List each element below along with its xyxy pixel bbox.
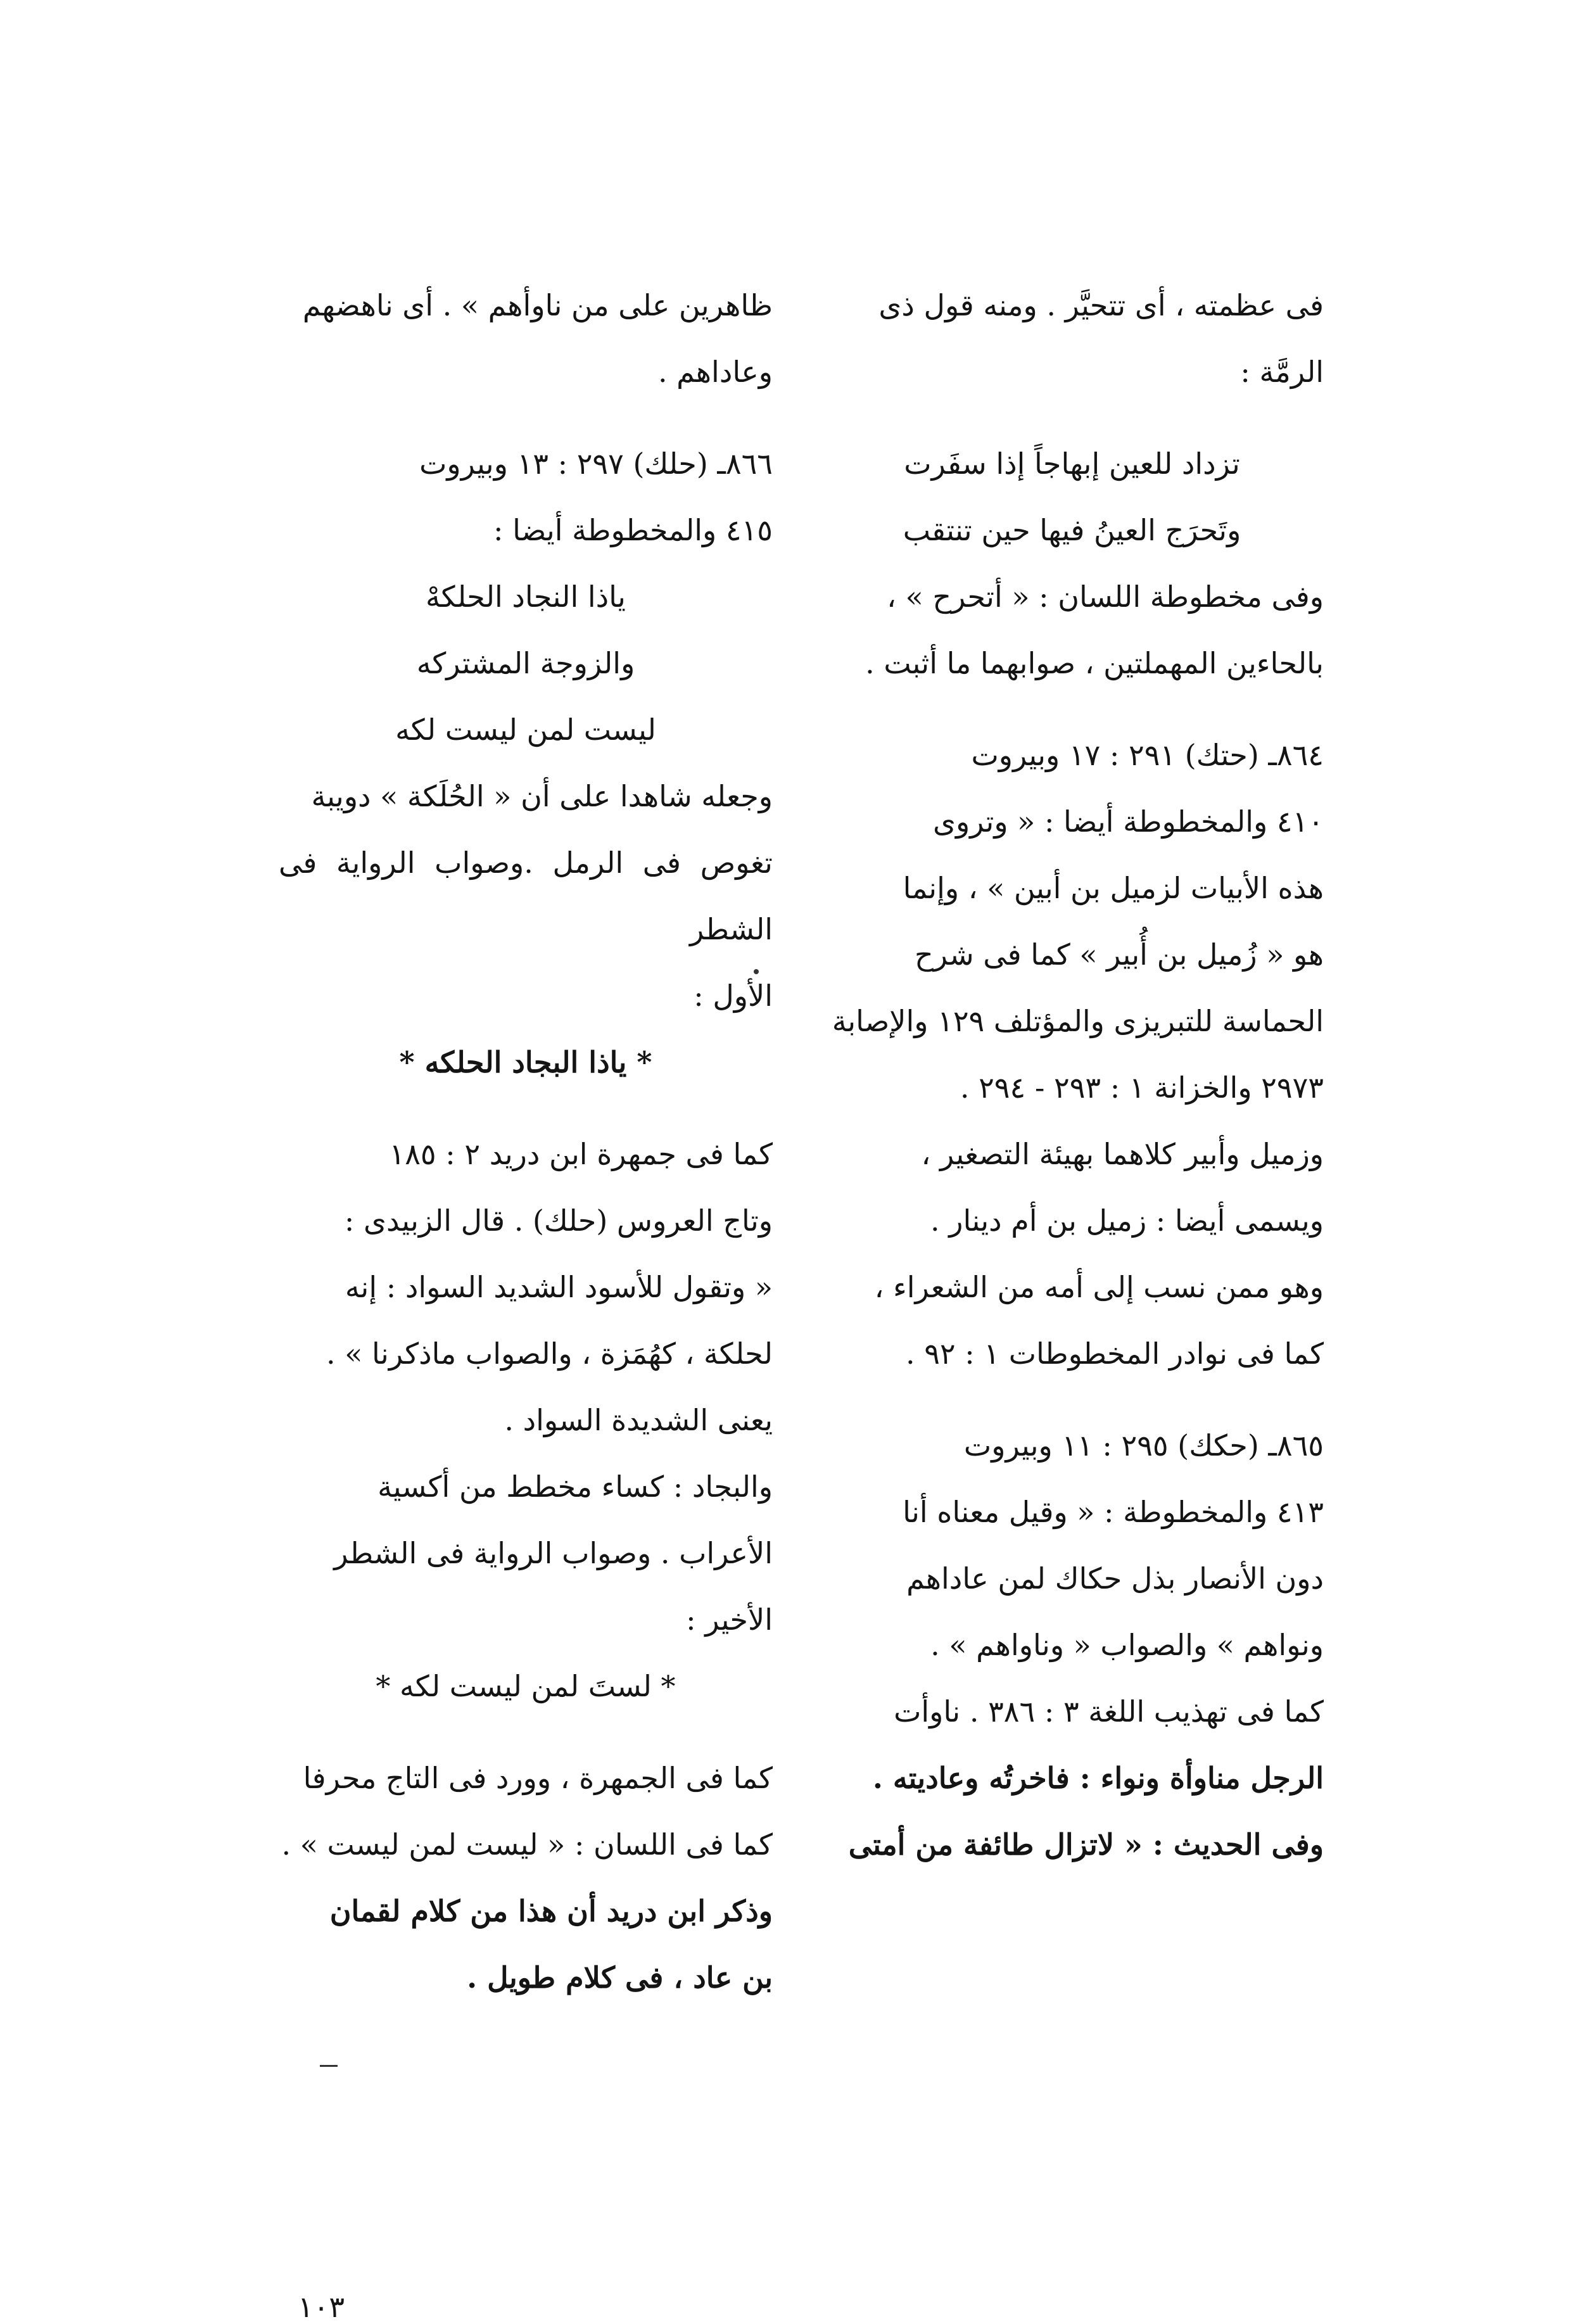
verse-line: ياذا النجاد الحلكهْ (426, 580, 626, 614)
text-line: بن عاد ، فى كلام طويل . (467, 1960, 773, 1995)
text-line: ظاهرين على من ناوأهم » . أى ناهضهم (302, 288, 773, 322)
text-line: كما فى الجمهرة ، وورد فى التاج محرفا (303, 1761, 773, 1795)
verse-line: وتَحرَج العينُ فيها حين تنتقب (903, 513, 1241, 547)
verse-line: والزوجة المشتركه (416, 646, 635, 680)
verse-line: * لستَ لمن ليست لكه * (376, 1669, 676, 1703)
page-number: ١٠٣ (298, 2290, 345, 2324)
text-line: الأول : (694, 979, 773, 1013)
text-line: ٤١٥ والمخطوطة أيضا : (493, 513, 773, 547)
text-line: وهو ممن نسب إلى أمه من الشعراء ، (874, 1270, 1324, 1304)
ink-dash (320, 2065, 338, 2067)
text-line: الحماسة للتبريزى والمؤتلف ١٢٩ والإصابة (832, 1004, 1324, 1038)
right-column (820, 272, 1324, 1878)
text-line: كما فى اللسان : « ليست لمن ليست » . (281, 1827, 773, 1862)
text-line: كما فى نوادر المخطوطات ١ : ٩٢ . (905, 1337, 1324, 1371)
text-line: الأخير : (686, 1603, 773, 1637)
text-line: الرجل مناوأة ونواء : فاخرتُه وعاديته . (872, 1761, 1324, 1795)
text-line: ٤١٣ والمخطوطة : « وقيل معناه أنا (903, 1495, 1324, 1529)
text-line: هو « زُميل بن أُبير » كما فى شرح (915, 937, 1324, 972)
text-line: وجعله شاهدا على أن « الحُلَكة » دويبة (311, 779, 773, 813)
entry-heading: ٨٦٦ـ (حلك) ٢٩٧ : ١٣ وبيروت (419, 447, 773, 481)
text-line: والبجاد : كساء مخطط من أكسية (377, 1470, 773, 1504)
left-column (279, 272, 773, 2011)
verse-line: تزداد للعين إبهاجاً إذا سفَرت (904, 447, 1240, 481)
text-line: يعنى الشديدة السواد . (504, 1403, 773, 1437)
text-line: دون الأنصار بذل حكاك لمن عاداهم (906, 1561, 1324, 1596)
text-line: ٤١٠ والمخطوطة أيضا : « وتروى (932, 804, 1324, 839)
entry-heading: ٨٦٥ـ (حكك) ٢٩٥ : ١١ وبيروت (963, 1428, 1324, 1463)
text-line: هذه الأبيات لزميل بن أبين » ، وإنما (903, 871, 1324, 905)
text-line: ويسمى أيضا : زميل بن أم دينار . (930, 1203, 1324, 1238)
text-line: وفى الحديث : « لاتزال طائفة من أمتى (848, 1827, 1324, 1862)
text-line: « وتقول للأسود الشديد السواد : إنه (345, 1270, 773, 1304)
ink-dot (754, 969, 759, 974)
text-line: الرمَّة : (1240, 355, 1324, 389)
text-line: ٢٩٧٣ والخزانة ١ : ٢٩٣ - ٢٩٤ . (960, 1070, 1324, 1105)
text-line: لحلكة ، كهُمَزة ، والصواب ماذكرنا » . (326, 1337, 773, 1371)
verse-line: ليست لمن ليست لكه (395, 713, 656, 747)
text-line: بالحاءين المهملتين ، صوابهما ما أثبت . (865, 646, 1324, 680)
text-line: كما فى جمهرة ابن دريد ٢ : ١٨٥ (389, 1137, 773, 1171)
text-line: كما فى تهذيب اللغة ٣ : ٣٨٦ . ناوأت (894, 1694, 1324, 1729)
text-line: ونواهم » والصواب « وناواهم » . (930, 1628, 1324, 1662)
entry-heading: ٨٦٤ـ (حتك) ٢٩١ : ١٧ وبيروت (971, 738, 1324, 772)
text-line: وفى مخطوطة اللسان : « أتحرح » ، (887, 580, 1324, 614)
text-line: وتاج العروس (حلك) . قال الزبيدى : (344, 1203, 773, 1238)
text-line: وزميل وأبير كلاهما بهيئة التصغير ، (921, 1137, 1324, 1171)
text-line: الأعراب . وصواب الرواية فى الشطر (334, 1536, 773, 1570)
verse-line: * ياذا البجاد الحلكه * (399, 1045, 652, 1079)
text-line: فى عظمته ، أى تتحيَّر . ومنه قول ذى (878, 288, 1324, 322)
text-line: وذكر ابن دريد أن هذا من كلام لقمان (329, 1894, 773, 1928)
text-line: وعاداهم . (657, 355, 773, 389)
text-line: تغوص فى الرمل .وصواب الرواية فى الشطر (279, 846, 773, 946)
